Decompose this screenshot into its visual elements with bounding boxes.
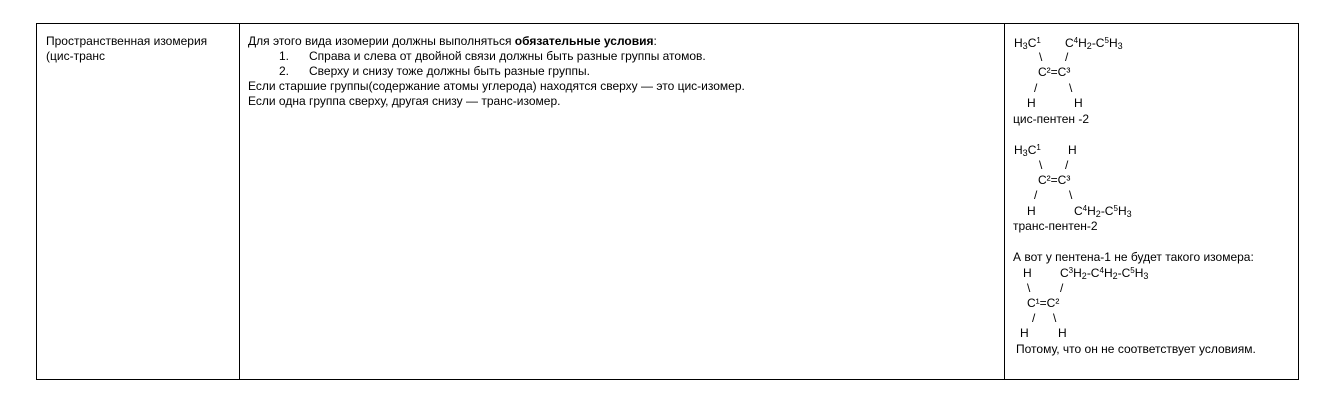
cis-bottom-right: H: [1074, 96, 1083, 110]
pentene1-bond-left: \: [1027, 281, 1031, 295]
trans-caption: транс-пентен-2: [1013, 219, 1098, 233]
type-line-1: Пространственная изомерия: [46, 34, 208, 48]
type-line-2: (цис-транс: [46, 49, 106, 63]
type-cell: [37, 24, 240, 379]
conditions-cell: [240, 24, 1005, 379]
cis-bond-bottom-right: \: [1069, 81, 1073, 95]
cis-top-right: $C^4H_2-C^5H_3$: [1065, 36, 1123, 51]
cis-bond-right: /: [1065, 50, 1069, 64]
pentene1-top-left: H: [1023, 266, 1032, 280]
cis-caption: цис-пентен -2: [1013, 112, 1090, 126]
conditions-intro: Для этого вида изомерии должны выполняться обязательные условия:: [248, 34, 657, 48]
trans-bond-left: \: [1039, 158, 1043, 172]
rule-cis: Если старшие группы(содержание атомы углерода) находятся сверху — это цис-изомер.: [248, 79, 745, 93]
trans-bottom-right: $C^4H_2-C^5H_3$: [1074, 204, 1132, 219]
pentene1-bond-bottom-right: \: [1053, 311, 1057, 325]
trans-bond-right: /: [1065, 158, 1069, 172]
cis-bond-bottom-left: /: [1034, 81, 1038, 95]
pentene1-conclusion: Потому, что он не соответствует условиям.: [1016, 342, 1256, 356]
rule-trans: Если одна группа сверху, другая снизу — транс-изомер.: [248, 94, 561, 108]
cis-top-row: $H_3C^1$: [1014, 36, 1041, 51]
example-cell: [1005, 24, 1298, 379]
isomerism-table: [36, 23, 1299, 380]
pentene1-bond-bottom-left: /: [1032, 311, 1036, 325]
trans-bond-bottom-left: /: [1034, 188, 1038, 202]
trans-bond-bottom-right: \: [1069, 188, 1073, 202]
pentene1-bond-right: /: [1060, 281, 1064, 295]
conditions-bold: обязательные условия: [514, 34, 654, 48]
pentene1-intro: А вот у пентена-1 не будет такого изомера:: [1013, 250, 1254, 264]
condition-item: 2. Сверху и снизу тоже должны быть разные группы.: [279, 64, 590, 78]
conditions-text: [248, 34, 745, 109]
trans-double-bond: C²=C³: [1038, 173, 1071, 187]
pentene1-top-right: $C^3H_2-C^4H_2-C^5H_3$: [1060, 266, 1149, 281]
trans-bottom-left: H: [1027, 204, 1036, 218]
pentene1-double-bond: C¹=C²: [1027, 296, 1060, 310]
isomerism-type: [46, 34, 207, 64]
pentene1-bottom-right: H: [1058, 326, 1067, 340]
pentene1-bottom-left: H: [1020, 326, 1029, 340]
condition-item: 1. Справа и слева от двойной связи должны быть разные группы атомов.: [279, 49, 706, 63]
cis-bond-left: \: [1039, 50, 1043, 64]
cis-bottom-left: H: [1027, 96, 1036, 110]
trans-top-right: H: [1068, 143, 1077, 157]
trans-top-left: $H_3C^1$: [1014, 143, 1041, 158]
cis-double-bond: C²=C³: [1038, 65, 1071, 79]
